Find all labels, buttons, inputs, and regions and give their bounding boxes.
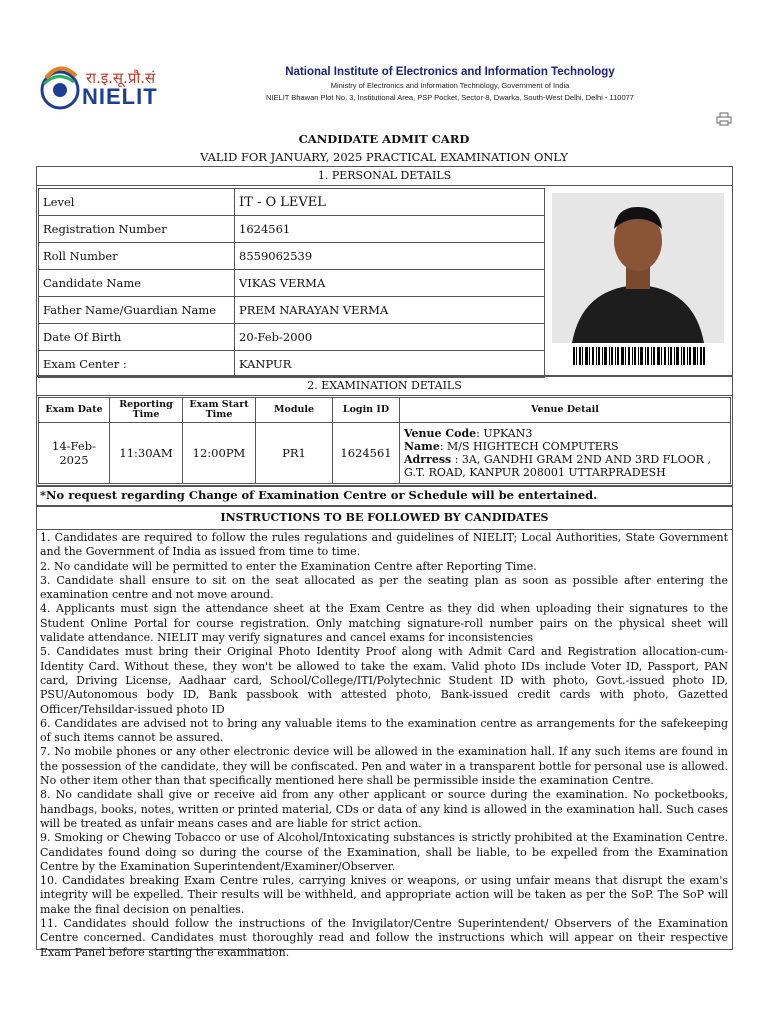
instruction-item: 9. Smoking or Chewing Tobacco or use of Alcohol/Intoxicating substances is strictly prohibited at the Examination Centre. Candidates found doing so during the course of the Examination, shall be liable, to be expelled from the Examination Centre by the Examination Superintendent/Examiner/Observer. (40, 831, 728, 873)
admit-card-title: CANDIDATE ADMIT CARD (298, 132, 470, 146)
table-row (39, 216, 545, 243)
roll-number-value: 8559062539 (235, 243, 545, 270)
print-icon[interactable] (716, 112, 732, 126)
organization-block (250, 66, 650, 102)
table-row (39, 270, 545, 297)
table-row (39, 297, 545, 324)
table-row (39, 324, 545, 351)
venue-address-label: Adrress (404, 453, 452, 466)
column-header: Venue Detail (400, 398, 731, 423)
instruction-item: 3. Candidate shall ensure to sit on the seat allocated as per the seating plan as soon as possible after entering the examination centre and not move around. (40, 573, 728, 602)
logo-text: NIELIT (82, 84, 158, 109)
table-row (39, 189, 545, 216)
field-label: Registration Number (39, 216, 235, 243)
instruction-item: 8. No candidate shall give or receive aid from any other applicant or source during the examination. No pocketbooks, handbags, books, notes, written or printed material, CDs or data of any kind is allowed in the examination hall. Such cases will be treated as unfair means cases and are liable for strict action. (40, 788, 728, 830)
table-row (39, 423, 731, 484)
venue-address-value: : 3A, GANDHI GRAM 2ND AND 3RD FLOOR , G.T. ROAD, KANPUR 208001 UTTARPRADESH (404, 453, 711, 479)
table-row (39, 351, 545, 378)
dob-value: 20-Feb-2000 (235, 324, 545, 351)
login-id-cell: 1624561 (333, 423, 400, 484)
field-label: Date Of Birth (39, 324, 235, 351)
column-header: Exam Date (39, 398, 110, 423)
notice-text: *No request regarding Change of Examination Centre or Schedule will be entertained. (40, 488, 598, 502)
table-header-row (39, 398, 731, 423)
field-label: Exam Center : (39, 351, 235, 378)
instruction-item: 4. Applicants must sign the attendance sheet at the Exam Centre as they did when uploading their signatures to the Student Online Portal for course registration. Only matching signature-roll number pairs on the physical sheet will validate attendance. NIELIT may verify signatures and cancel exams for inconsistencies (40, 602, 728, 645)
venue-code-label: Venue Code (404, 427, 477, 440)
father-name-value: PREM NARAYAN VERMA (235, 297, 545, 324)
column-header: Module (256, 398, 333, 423)
column-header: Login ID (333, 398, 400, 423)
page-header (0, 0, 768, 120)
logo-hindi-text: रा.इ.सू.प्रौ.सं (86, 69, 156, 87)
organization-name: National Institute of Electronics and Information Technology (285, 66, 615, 78)
instruction-item: 2. No candidate will be permitted to enter the Examination Centre after Reporting Time. (40, 559, 537, 573)
module-cell: PR1 (256, 423, 333, 484)
table-row (39, 243, 545, 270)
address-line: NIELIT Bhawan Plot No. 3, Institutional Area, PSP Pocket, Sector-8, Dwarka, South-West Delhi, Delhi - 110077 (266, 93, 634, 102)
instructions-heading: INSTRUCTIONS TO BE FOLLOWED BY CANDIDATES (37, 507, 732, 530)
personal-details-table (38, 188, 545, 378)
venue-name-label: Name (404, 440, 440, 453)
instruction-item: 10. Candidates breaking Exam Centre rules, carrying knives or weapons, or using unfair means that disrupt the exam's integrity will be expelled. Their results will be withheld, and appropriate action will be taken as per the SoP. The SoP will make the final decision on penalties. (40, 874, 728, 916)
field-label: Candidate Name (39, 270, 235, 297)
venue-detail-cell (400, 423, 731, 484)
field-label: Roll Number (39, 243, 235, 270)
field-label: Level (39, 189, 235, 216)
venue-address-line (404, 453, 726, 479)
level-value: IT - O LEVEL (235, 189, 545, 216)
registration-number-value: 1624561 (235, 216, 545, 243)
instruction-item: 5. Candidates must bring their Original Photo Identity Proof along with Admit Card and Registration allocation-cum-Identity Card. Without these, they won't be allowed to take the exam. Valid photo IDs include Voter ID, Passport, PAN card, Driving License, Aadhaar card, School/College/ITI/Polytechnic Student ID with photo, Govt.-issued photo ID, PSU/Autonomous body ID, Bank passbook with attested photo, Bank-issued credit cards with photo, Gazetted Officer/Tehsildar-issued photo ID (40, 645, 728, 716)
barcode-icon (573, 347, 705, 365)
instruction-item: 7. No mobile phones or any other electronic device will be allowed in the examination hall. If any such items are found in the possession of the candidate, they will be confiscated. Pen and water in a transparent bottle for personal use is allowed. No other item other than that specifically mentioned here shall be permissible inside the examination Centre. (40, 745, 728, 788)
validity-line: VALID FOR JANUARY, 2025 PRACTICAL EXAMINATION ONLY (200, 150, 568, 164)
venue-name-value: : M/S HIGHTECH COMPUTERS (439, 440, 619, 453)
exam-details-table (38, 397, 731, 484)
candidate-name-value: VIKAS VERMA (235, 270, 545, 297)
candidate-photo (552, 193, 724, 343)
exam-center-value: KANPUR (235, 351, 545, 378)
instruction-item: 6. Candidates are advised not to bring any valuable items to the examination centre as arrangements for the safekeeping of such items cannot be assured. (40, 716, 728, 745)
venue-code-line (404, 427, 726, 440)
column-header: Reporting Time (110, 398, 183, 423)
exam-date-cell: 14-Feb-2025 (39, 423, 110, 484)
field-label: Father Name/Guardian Name (39, 297, 235, 324)
venue-name-line (404, 440, 726, 453)
start-time-cell: 12:00PM (183, 423, 256, 484)
instructions-list (40, 531, 728, 960)
venue-code-value: : UPKAN3 (476, 427, 533, 440)
exam-details-heading: 2. EXAMINATION DETAILS (37, 377, 732, 396)
column-header: Exam Start Time (183, 398, 256, 423)
instruction-item: 11. Candidates should follow the instructions of the Invigilator/Centre Superintendent/ Observers of the Examination Centre concerned. Candidates must thoroughly read and follow the instructions which will appear on their respective Exam Panel before starting the examination. (40, 917, 728, 959)
ministry-line: Ministry of Electronics and Information Technology, Government of India (330, 81, 570, 90)
instruction-item: 1. Candidates are required to follow the rules regulations and guidelines of NIELIT; Local Authorities, State Government and the Government of India as issued from time to time. (40, 531, 728, 559)
personal-details-heading: 1. PERSONAL DETAILS (37, 167, 732, 186)
reporting-time-cell: 11:30AM (110, 423, 183, 484)
